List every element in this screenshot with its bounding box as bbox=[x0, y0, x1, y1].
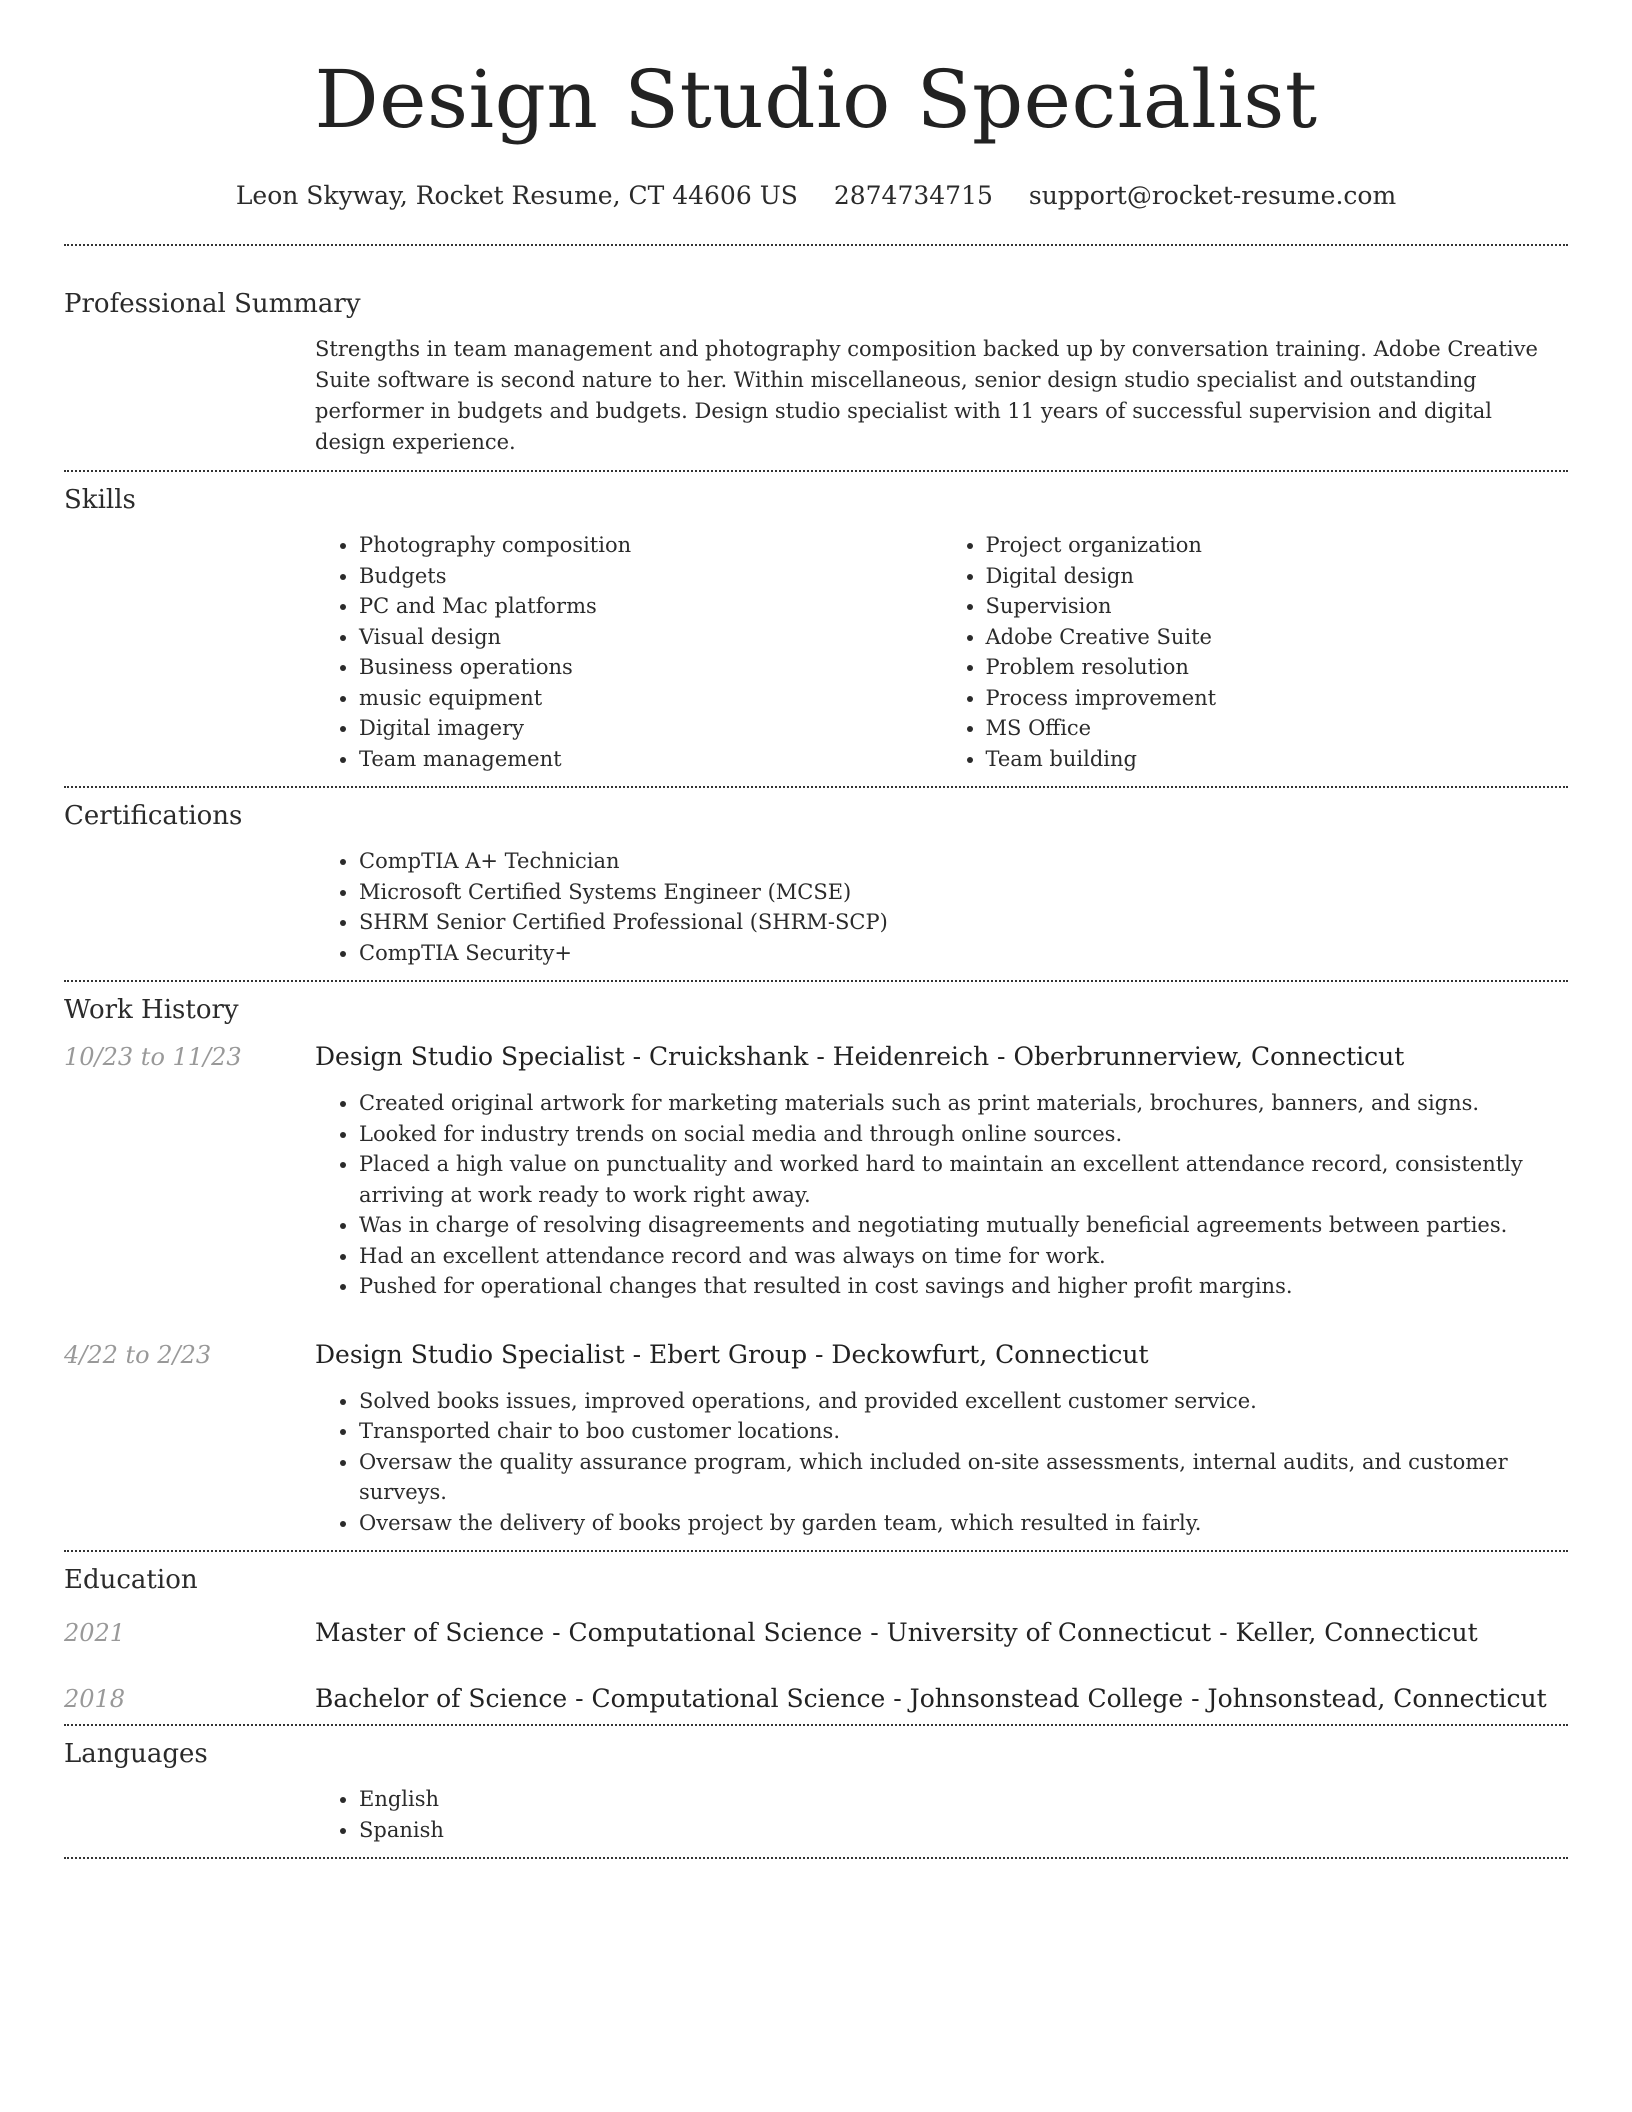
language-item: • Spanish bbox=[359, 1815, 1568, 1846]
education-entry bbox=[64, 1616, 1568, 1650]
skill-item: • MS Office bbox=[986, 713, 1569, 744]
resume-header bbox=[0, 0, 1632, 212]
skill-item: • Budgets bbox=[359, 561, 942, 592]
education-year: 2021 bbox=[64, 1619, 126, 1647]
section-title-education: Education bbox=[64, 1565, 198, 1595]
skill-item: • Adobe Creative Suite bbox=[986, 622, 1569, 653]
section-divider bbox=[64, 1857, 1568, 1859]
contact-address: Leon Skyway, Rocket Resume, CT 44606 US bbox=[235, 181, 798, 210]
job-entry bbox=[64, 1040, 1568, 1302]
education-entry bbox=[64, 1682, 1568, 1724]
certifications-section bbox=[0, 788, 1632, 980]
skill-item: • Supervision bbox=[986, 591, 1569, 622]
job-dates: 10/23 to 11/23 bbox=[64, 1043, 242, 1071]
job-entry bbox=[64, 1338, 1568, 1551]
skill-item: • Visual design bbox=[359, 622, 942, 653]
skills-list-right bbox=[942, 530, 1569, 774]
section-title-languages: Languages bbox=[64, 1739, 208, 1769]
job-bullet: • Placed a high value on punctuality and worked hard to maintain an excellent attendance record, consistently arriving at work ready to work right away. bbox=[359, 1149, 1568, 1210]
job-bullet: • Oversaw the delivery of books project by garden team, which resulted in fairly. bbox=[359, 1508, 1568, 1539]
education-heading: Master of Science - Computational Science - University of Connecticut - Keller, Connecticut bbox=[315, 1618, 1478, 1647]
skill-item: • Project organization bbox=[986, 530, 1569, 561]
certification-item: • SHRM Senior Certified Professional (SHRM-SCP) bbox=[359, 907, 1568, 938]
certification-item: • CompTIA A+ Technician bbox=[359, 846, 1568, 877]
job-heading: Design Studio Specialist - Cruickshank - Heidenreich - Oberbrunnerview, Connecticut bbox=[315, 1042, 1405, 1071]
skill-item: • Problem resolution bbox=[986, 652, 1569, 683]
skill-item: • Team management bbox=[359, 744, 942, 775]
job-bullet: • Transported chair to boo customer locations. bbox=[359, 1416, 1568, 1447]
section-title-certifications: Certifications bbox=[64, 801, 243, 831]
job-bullet: • Solved books issues, improved operations, and provided excellent customer service. bbox=[359, 1386, 1568, 1417]
section-title-summary: Professional Summary bbox=[64, 289, 361, 319]
skill-item: • Business operations bbox=[359, 652, 942, 683]
contact-phone: 2874734715 bbox=[833, 181, 993, 210]
language-item: • English bbox=[359, 1784, 1568, 1815]
education-section bbox=[0, 1552, 1632, 1724]
languages-list bbox=[315, 1784, 1568, 1845]
certifications-list bbox=[315, 846, 1568, 968]
job-bullets bbox=[315, 1386, 1568, 1539]
job-bullet: • Had an excellent attendance record and was always on time for work. bbox=[359, 1241, 1568, 1272]
contact-email: support@rocket-resume.com bbox=[1028, 181, 1397, 210]
job-bullets bbox=[315, 1088, 1568, 1302]
skills-section bbox=[0, 472, 1632, 786]
section-title-skills: Skills bbox=[64, 485, 136, 515]
certification-item: • Microsoft Certified Systems Engineer (MCSE) bbox=[359, 877, 1568, 908]
skill-item: • music equipment bbox=[359, 683, 942, 714]
section-title-work-history: Work History bbox=[64, 995, 239, 1025]
certification-item: • CompTIA Security+ bbox=[359, 938, 1568, 969]
skill-item: • Process improvement bbox=[986, 683, 1569, 714]
education-year: 2018 bbox=[64, 1685, 126, 1713]
skill-item: • Team building bbox=[986, 744, 1569, 775]
skill-item: • Digital imagery bbox=[359, 713, 942, 744]
job-bullet: • Pushed for operational changes that resulted in cost savings and higher profit margins. bbox=[359, 1271, 1568, 1302]
languages-section bbox=[0, 1726, 1632, 1857]
job-bullet: • Created original artwork for marketing materials such as print materials, brochures, banners, and signs. bbox=[359, 1088, 1568, 1119]
summary-section bbox=[0, 246, 1632, 470]
job-heading: Design Studio Specialist - Ebert Group - Deckowfurt, Connecticut bbox=[315, 1339, 1149, 1369]
work-history-section bbox=[0, 982, 1632, 1550]
skill-item: • PC and Mac platforms bbox=[359, 591, 942, 622]
job-dates: 4/22 to 2/23 bbox=[64, 1340, 212, 1369]
skill-item: • Photography composition bbox=[359, 530, 942, 561]
job-bullet: • Oversaw the quality assurance program, which included on-site assessments, internal audits, and customer surveys. bbox=[359, 1447, 1568, 1508]
job-bullet: • Was in charge of resolving disagreements and negotiating mutually beneficial agreements between parties. bbox=[359, 1210, 1568, 1241]
contact-line bbox=[0, 180, 1632, 212]
job-bullet: • Looked for industry trends on social media and through online sources. bbox=[359, 1119, 1568, 1150]
skills-list-left bbox=[315, 530, 942, 774]
resume-name: Design Studio Specialist bbox=[314, 53, 1318, 146]
summary-text: Strengths in team management and photography composition backed up by conversation training. Adobe Creative Suite software is second nature to her. Within miscellaneous, senior design studio specialist and outstanding performer in budgets and budgets. Design studio specialist with 11 years of successful supervision and digital design experience. bbox=[315, 337, 1538, 454]
skill-item: • Digital design bbox=[986, 561, 1569, 592]
education-heading: Bachelor of Science - Computational Science - Johnsonstead College - Johnsonstead, Connecticut bbox=[315, 1684, 1547, 1713]
